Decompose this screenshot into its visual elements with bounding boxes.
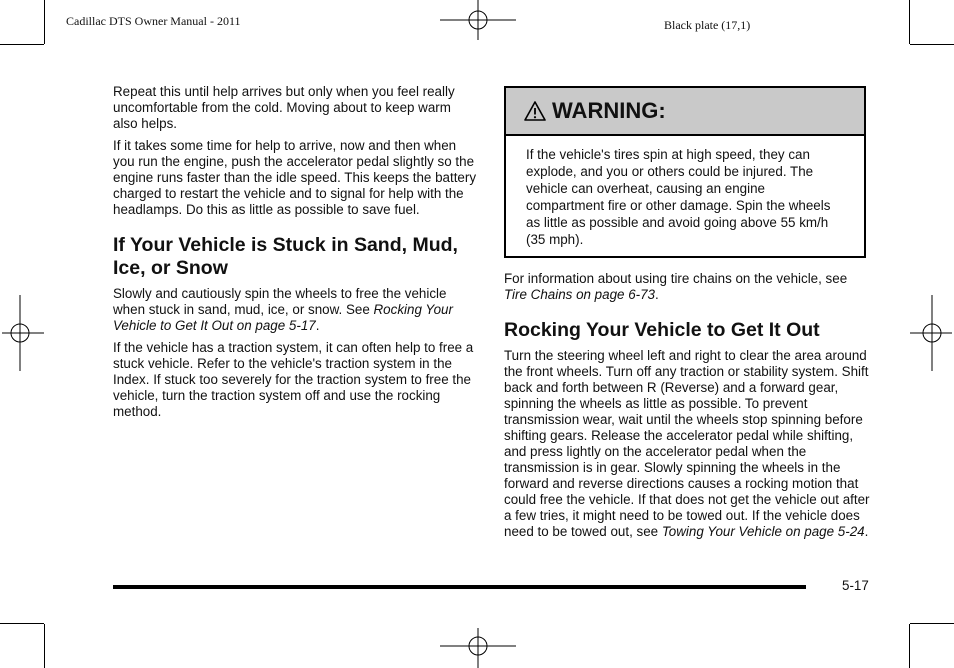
crop-mark	[44, 0, 45, 44]
paragraph	[113, 286, 479, 334]
right-column	[504, 271, 870, 546]
registration-mark-icon	[0, 295, 44, 371]
footer-rule	[113, 585, 806, 589]
crop-mark	[909, 624, 910, 668]
crop-mark	[910, 44, 954, 45]
left-column	[113, 84, 479, 426]
paragraph-end: .	[315, 318, 320, 333]
paragraph-text: Slowly and cautiously spin the wheels to free the vehicle when stuck in sand, mud, ice, or snow. See	[113, 286, 447, 317]
paragraph	[504, 271, 870, 303]
paragraph: If it takes some time for help to arrive, now and then when you run the engine, push the accelerator pedal slightly so the engine runs faster than the idle speed. This keeps the battery charged to restart the vehicle and to signal for help with the headlamps. Do this as little as possible to save fuel.	[113, 138, 477, 217]
warning-title: WARNING:	[552, 98, 666, 123]
page-number: 5-17	[842, 578, 869, 593]
warning-header	[506, 88, 864, 136]
paragraph	[504, 348, 870, 540]
warning-triangle-icon	[524, 101, 546, 121]
crop-mark	[44, 624, 45, 668]
paragraph-end: .	[864, 524, 869, 539]
registration-mark-icon	[440, 626, 516, 668]
section-heading: If Your Vehicle is Stuck in Sand, Mud, Ice, or Snow	[113, 234, 458, 279]
paragraph-text: For information about using tire chains on the vehicle, see	[504, 271, 848, 286]
header-title: Cadillac DTS Owner Manual - 2011	[66, 14, 241, 28]
warning-body: If the vehicle's tires spin at high speed, they can explode, and you or others could be injured. The vehicle can overheat, causing an engine compartment fire or other damage. Spin the wheels as little as possible and avoid going above 55 km/h (35 mph).	[526, 147, 831, 247]
warning-box	[504, 86, 866, 258]
paragraph-text: Turn the steering wheel left and right to clear the area around the front wheels. Turn off any traction or stability system. Shift back and forth between R (Reverse) and a forward gear, spinning the wheels as little as possible. To prevent transmission wear, wait until the wheels stop spinning before shifting gears. Release the accelerator pedal while shifting, and press lightly on the accelerator pedal when the transmission is in gear. Slowly spinning the wheels in the forward and reverse directions causes a rocking motion that could free the vehicle. If that does not get the vehicle out after a few tries, it might need to be towed out. If the vehicle does need to be towed out, see	[504, 348, 870, 539]
crop-mark	[0, 623, 44, 624]
cross-reference-link[interactable]: Rocking Your Vehicle to Get It Out on page 5-17	[113, 302, 453, 333]
plate-label: Black plate (17,1)	[664, 18, 751, 32]
registration-mark-icon	[910, 295, 954, 371]
cross-reference-link[interactable]: Tire Chains on page 6-73	[504, 287, 655, 302]
section-heading: Rocking Your Vehicle to Get It Out	[504, 319, 820, 341]
paragraph: If the vehicle has a traction system, it can often help to free a stuck vehicle. Refer to the vehicle's traction system in the Index. If stuck too severely for the traction system to free the vehicle, turn the traction system off and use the rocking method.	[113, 340, 474, 419]
registration-mark-icon	[440, 0, 516, 44]
cross-reference-link[interactable]: Towing Your Vehicle on page 5-24	[661, 524, 865, 539]
crop-mark	[910, 623, 954, 624]
crop-mark	[909, 0, 910, 44]
paragraph: Repeat this until help arrives but only when you feel really uncomfortable from the cold. Moving about to keep warm also helps.	[113, 84, 455, 131]
paragraph-end: .	[655, 287, 659, 302]
crop-mark	[0, 44, 44, 45]
